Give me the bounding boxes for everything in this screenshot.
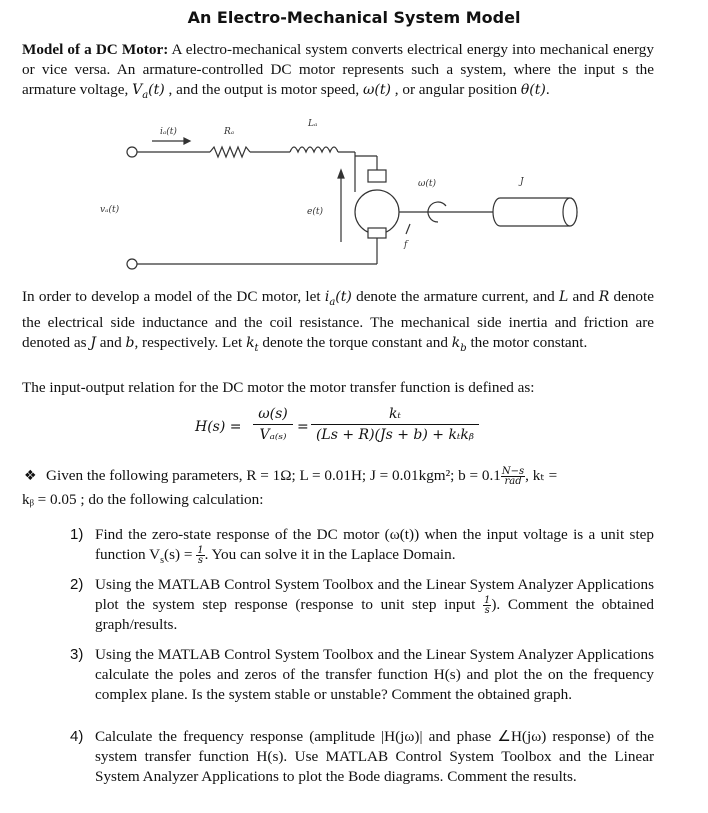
intro-text-1: A electro-mechanical system converts electrical energy into mechanical energy or vice versa. An armature-controlled DC motor represents such a system, where the input s the armature voltage, xyxy=(22,41,654,98)
dc-motor-circuit-diagram xyxy=(100,112,620,280)
label-e: e(t) xyxy=(307,207,323,217)
transfer-function-equation xyxy=(195,404,495,454)
task-number: 1) xyxy=(70,526,84,543)
transfer-function-intro: The input-output relation for the DC motor the motor transfer function is defined as: xyxy=(22,379,535,396)
eq-equals: = xyxy=(297,419,309,435)
task-number: 4) xyxy=(70,728,84,745)
unit-fraction: N−s rad xyxy=(501,466,525,488)
page-title: An Electro-Mechanical System Model xyxy=(187,8,521,27)
intro-heading: Model of a DC Motor: xyxy=(22,41,169,58)
task-number: 3) xyxy=(70,646,84,663)
intro-paragraph xyxy=(22,40,654,106)
task-number: 2) xyxy=(70,576,84,593)
va-symbol: $V_a(t)$ xyxy=(132,82,165,101)
label-va: vₐ(t) xyxy=(100,205,120,215)
task-item-2: 2) Using the MATLAB Control System Toolbox and the Linear System Analyzer Applications plot the system step response (response to unit step input $\frac{1}{s}$ ). Comment the obtained graph/results. xyxy=(70,576,654,634)
resistor-ra xyxy=(210,147,250,157)
motor-armature xyxy=(355,190,399,234)
label-f: f xyxy=(404,240,408,250)
inductor-la xyxy=(290,147,338,152)
label-omega: ω(t) xyxy=(418,179,436,189)
intro-text-2: , and the output is motor speed, xyxy=(164,81,363,98)
eq-lhs: H(s) = xyxy=(195,419,242,435)
task-item-3: 3) Using the MATLAB Control System Toolbox and the Linear System Analyzer Applications calculate the poles and zeros of the transfer function H(s) and plot the on the frequency complex plane. Is the system stable or unstable? Comment the obtained graph. xyxy=(70,646,654,703)
omega-symbol: ω(t) xyxy=(362,82,391,98)
task-item-1: 1) Find the zero-state response of the DC motor (ω(t)) when the input voltage is a unit step function $V_s(s)$ = $\frac{1}{s}$ . You can solve it in the Laplace Domain. xyxy=(70,526,654,567)
diamond-bullet-icon: ❖ xyxy=(24,468,37,484)
given-parameters-line-1: Given the following parameters, R = 1Ω; L = 0.01H; J = 0.01kgm²; b = 0.1 N−s rad , kₜ = xyxy=(46,466,558,488)
motor-brush-top xyxy=(368,170,386,182)
eq-fraction-1: ω(s) Vₐ₍ₛ₎ xyxy=(253,406,293,443)
intro-text-3: , or angular position xyxy=(390,81,521,98)
given-parameters-line-2: kᵦ = 0.05 ; do the following calculation: xyxy=(22,491,264,508)
motor-brush-bottom xyxy=(368,228,386,238)
label-ia: iₐ(t) xyxy=(160,127,177,137)
theta-symbol: θ(t) xyxy=(520,82,546,98)
definitions-paragraph: In order to develop a model of the DC motor, let $i_a(t)$ denote the armature current, and L and R denote the electrical side inductance and the coil resistance. The mechanical side inertia and friction are denoted as J and b, respectively. Let $k_t$ denote the torque constant and $k_b$ the motor constant. xyxy=(22,288,654,354)
label-la: Lₐ xyxy=(308,119,318,129)
eq-fraction-2: kₜ (Ls + R)(Js + b) + kₜkᵦ xyxy=(311,406,479,443)
top-terminal xyxy=(127,147,137,157)
intro-text-4: . xyxy=(545,81,550,98)
label-ra: Rₐ xyxy=(224,127,235,137)
bottom-terminal xyxy=(127,259,137,269)
label-j: J xyxy=(520,177,524,187)
task-item-4: 4) Calculate the frequency response (amplitude |H(jω)| and phase ∠H(jω) response) of the system transfer function H(s). Use MATLAB Control System Toolbox and the Linear System Analyzer Applications to plot the Bode diagrams. Comment the results. xyxy=(70,728,654,785)
